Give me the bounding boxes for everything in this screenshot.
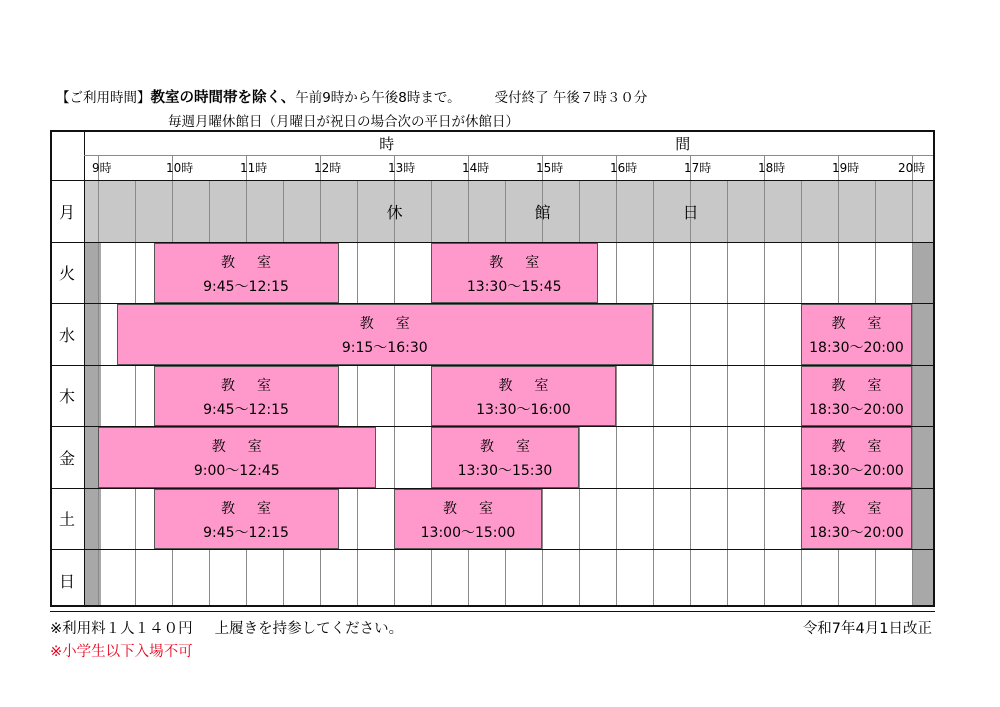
class-title: 教室 bbox=[359, 316, 432, 332]
class-time: 18:30～20:00 bbox=[809, 340, 904, 356]
day-label: 月 bbox=[58, 202, 75, 222]
class-block bbox=[394, 489, 542, 550]
closed-label: 日 bbox=[682, 202, 699, 222]
age-restriction: ※小学生以下入場不可 bbox=[50, 644, 193, 660]
reception-end: 受付終了 午後７時３０分 bbox=[494, 90, 648, 106]
hour-label: 13時 bbox=[388, 161, 416, 175]
usage-exclusion: 教室の時間帯を除く、 bbox=[150, 90, 296, 106]
revision-date: 令和7年4月1日改正 bbox=[802, 621, 932, 637]
class-title: 教室 bbox=[831, 439, 904, 455]
half-hour-gridline bbox=[653, 180, 654, 607]
day-label: 日 bbox=[58, 571, 75, 591]
header-time-right: 間 bbox=[675, 135, 691, 153]
row-divider bbox=[50, 611, 935, 612]
hour-label: 19時 bbox=[832, 161, 860, 175]
class-block bbox=[117, 304, 654, 365]
class-time: 13:00～15:00 bbox=[420, 524, 516, 541]
class-time: 9:15～16:30 bbox=[341, 340, 428, 356]
class-title: 教室 bbox=[221, 500, 293, 517]
hour-gridline bbox=[690, 155, 691, 607]
class-time: 18:30～20:00 bbox=[809, 524, 904, 541]
closed-label: 休 bbox=[386, 202, 403, 222]
usage-hours: 午前9時から午後8時まで。 bbox=[295, 90, 461, 106]
closed-day-row bbox=[84, 180, 935, 242]
class-block bbox=[801, 489, 912, 550]
hour-label: 12時 bbox=[314, 161, 342, 175]
day-label: 土 bbox=[58, 510, 75, 530]
class-time: 9:45～12:15 bbox=[203, 401, 289, 418]
right-edge-strip bbox=[913, 180, 935, 607]
class-block bbox=[431, 366, 616, 427]
class-time: 9:00～12:45 bbox=[193, 463, 280, 479]
header-time-left: 時 bbox=[379, 135, 395, 153]
class-time: 18:30～20:00 bbox=[809, 401, 904, 418]
day-column-divider bbox=[84, 130, 85, 607]
class-title: 教室 bbox=[831, 316, 904, 332]
hour-label: 10時 bbox=[166, 161, 194, 175]
class-title: 教室 bbox=[831, 500, 904, 517]
hour-label: 15時 bbox=[536, 161, 564, 175]
schedule-table bbox=[50, 130, 935, 607]
hour-label: 11時 bbox=[240, 161, 268, 175]
closed-label: 館 bbox=[534, 202, 551, 222]
class-title: 教室 bbox=[221, 377, 293, 394]
usage-label: 【ご利用時間】 bbox=[56, 90, 151, 106]
half-hour-gridline bbox=[727, 180, 728, 607]
class-block bbox=[154, 366, 339, 427]
day-label: 火 bbox=[58, 264, 75, 284]
class-title: 教室 bbox=[498, 377, 571, 394]
hour-gridline bbox=[616, 155, 617, 607]
row-divider bbox=[50, 180, 935, 181]
day-label: 水 bbox=[58, 325, 75, 345]
fee-text: ※利用料１人１４０円 bbox=[50, 621, 193, 637]
class-title: 教室 bbox=[831, 377, 904, 394]
class-title: 教室 bbox=[489, 254, 562, 271]
class-time: 13:30～15:30 bbox=[457, 463, 553, 479]
hour-label: 18時 bbox=[758, 161, 786, 175]
day-label: 木 bbox=[58, 387, 75, 407]
class-title: 教室 bbox=[221, 254, 293, 271]
hour-label: 17時 bbox=[684, 161, 712, 175]
fee-note bbox=[50, 617, 403, 638]
hour-gridline bbox=[764, 155, 765, 607]
class-block bbox=[431, 243, 598, 304]
class-block bbox=[98, 427, 376, 488]
class-title: 教室 bbox=[443, 500, 515, 517]
class-time: 13:30～15:45 bbox=[466, 278, 562, 295]
class-block bbox=[801, 366, 912, 427]
half-hour-gridline bbox=[135, 180, 136, 607]
class-time: 13:30～16:00 bbox=[476, 401, 571, 418]
half-hour-gridline bbox=[357, 180, 358, 607]
class-title: 教室 bbox=[211, 439, 284, 455]
hour-label: 20時 bbox=[898, 161, 926, 175]
class-time: 18:30～20:00 bbox=[809, 463, 904, 479]
row-divider bbox=[50, 549, 935, 550]
class-block bbox=[801, 304, 912, 365]
class-time: 9:45～12:15 bbox=[203, 278, 289, 295]
header-divider bbox=[84, 155, 935, 156]
hour-gridline bbox=[912, 155, 913, 607]
day-label: 金 bbox=[58, 448, 75, 468]
class-time: 9:45～12:15 bbox=[203, 524, 289, 541]
class-title: 教室 bbox=[480, 439, 552, 455]
hour-gridline bbox=[98, 155, 99, 607]
usage-hours-line bbox=[56, 86, 647, 107]
hour-label: 14時 bbox=[462, 161, 490, 175]
class-block bbox=[154, 489, 339, 550]
hour-label: 9時 bbox=[92, 161, 112, 175]
class-block bbox=[431, 427, 579, 488]
closed-day-note: 毎週月曜休館日（月曜日が祝日の場合次の平日が休館日） bbox=[168, 114, 519, 130]
class-block bbox=[154, 243, 339, 304]
slippers-text: 上履きを持参してください。 bbox=[214, 621, 404, 637]
class-block bbox=[801, 427, 912, 488]
hour-label: 16時 bbox=[610, 161, 638, 175]
